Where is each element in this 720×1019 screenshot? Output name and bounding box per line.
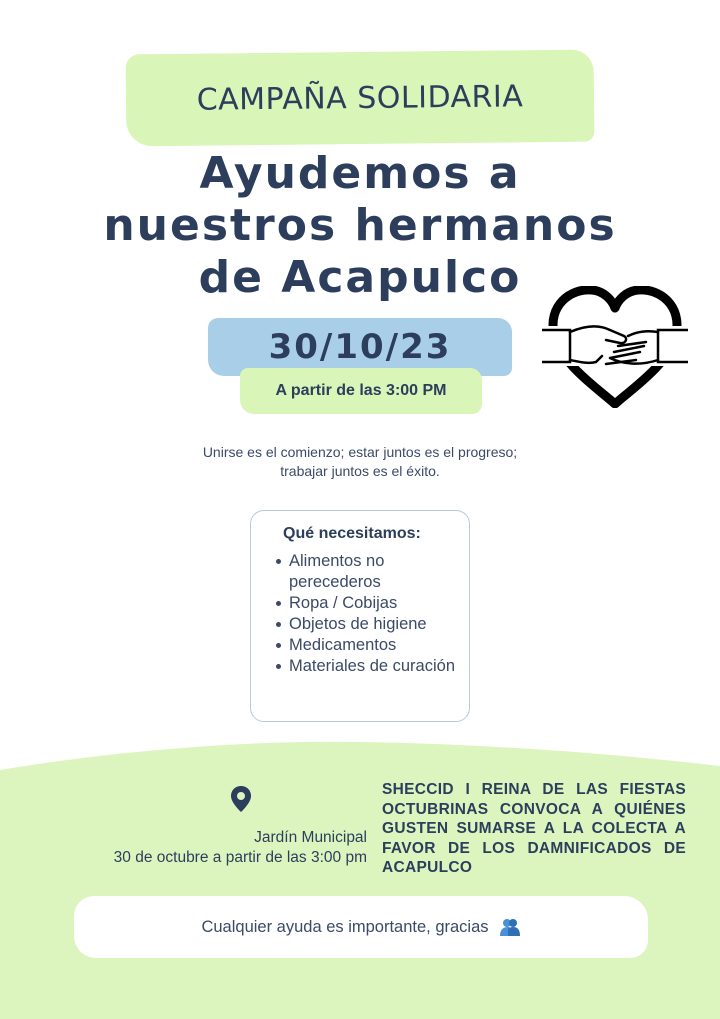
headline-line: nuestros hermanos [103,200,617,251]
headline [40,148,680,304]
quote [140,443,580,481]
list-item: Objetos de higiene [275,614,455,635]
convocation-text: SHECCID I REINA DE LAS FIESTAS OCTUBRINAS CONVOCA A QUIÉNES GUSTEN SUMARSE A LA COLECTA A FAVOR DE LOS DAMNIFICADOS DE ACAPULCO [382,781,686,876]
location-place: Jardín Municipal [254,829,367,846]
thanks-text: Cualquier ayuda es importante, gracias [201,917,489,936]
event-time: A partir de las 3:00 PM [275,382,447,399]
list-item: Ropa / Cobijas [275,593,455,614]
location-pin-icon [230,785,252,813]
list-item: Materiales de curación [275,656,455,677]
needs-title: Qué necesitamos: [283,525,421,542]
heart-handshake-icon [540,286,690,408]
headline-line: Ayudemos a [199,148,521,199]
needs-list [275,551,455,677]
thanks-banner [74,896,648,958]
quote-line: trabajar juntos es el éxito. [280,463,440,479]
campaign-banner [126,50,595,147]
event-date: 30/10/23 [268,327,452,367]
time-banner [240,368,482,414]
list-item: Medicamentos [275,635,455,656]
people-hugging-icon [499,917,521,937]
needs-card [250,510,470,722]
location-info [30,828,367,868]
list-item: Alimentos no perecederos [275,551,455,593]
campaign-title: CAMPAÑA SOLIDARIA [196,78,524,118]
headline-line: de Acapulco [198,252,522,303]
location-when: 30 de octubre a partir de las 3:00 pm [113,849,367,866]
quote-line: Unirse es el comienzo; estar juntos es el progreso; [202,444,518,460]
